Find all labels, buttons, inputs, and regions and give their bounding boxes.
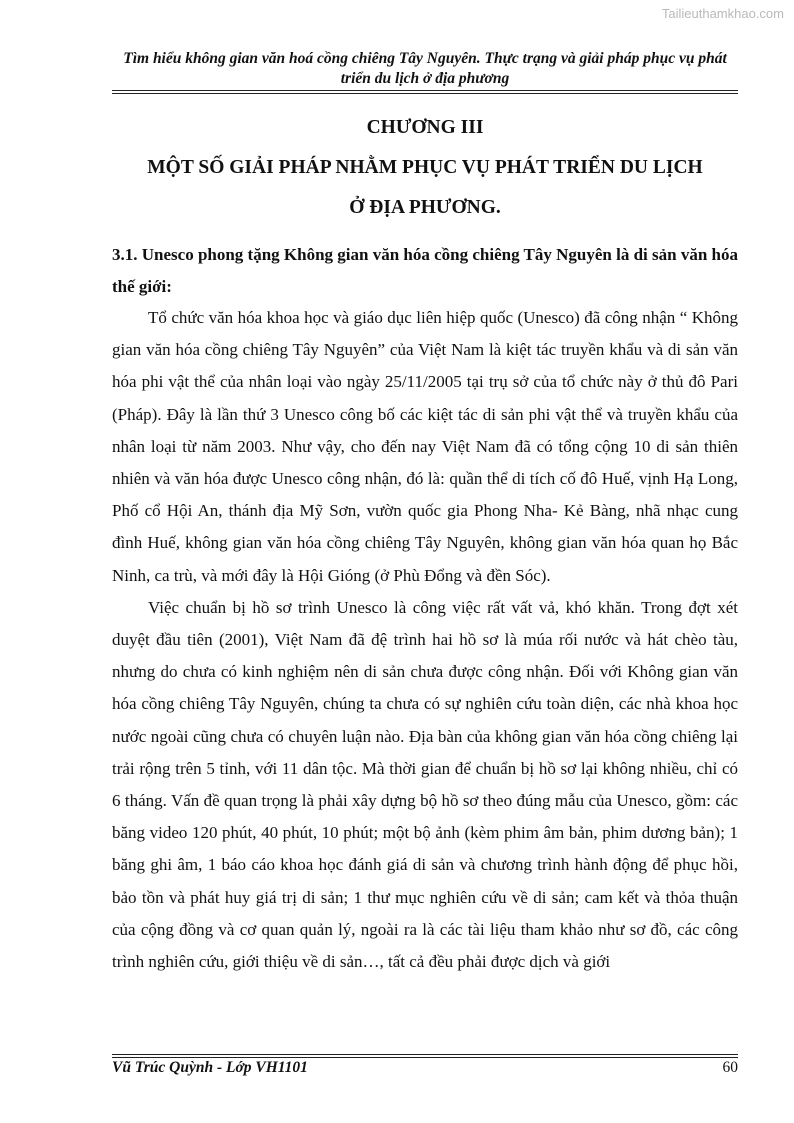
section-heading: 3.1. Unesco phong tặng Không gian văn hóa cồng chiêng Tây Nguyên là di sản văn hóa thế giới: — [112, 245, 739, 296]
running-header: Tìm hiểu không gian văn hoá cồng chiêng Tây Nguyên. Thực trạng và giải pháp phục vụ phát triển du lịch ở địa phương — [123, 50, 727, 87]
chapter-title-line-1: MỘT SỐ GIẢI PHÁP NHẰM PHỤC VỤ PHÁT TRIỂN DU LỊCH — [147, 157, 703, 178]
paragraph: Tổ chức văn hóa khoa học và giáo dục liên hiệp quốc (Unesco) đã công nhận “ Không gian văn hóa cồng chiêng Tây Nguyên” của Việt Nam là kiệt tác truyền khẩu và di sản văn hóa phi vật thể của nhân loại vào ngày 25/11/2005 tại trụ sở của tổ chức này ở thủ đô Pari (Pháp). Đây là lần thứ 3 Unesco công bố các kiệt tác di sản phi vật thể và truyền khẩu của nhân loại từ năm 2003. Như vậy, cho đến nay Việt Nam đã có tổng cộng 10 di sản thiên nhiên và văn hóa được Unesco công nhận, đó là: quần thể di tích cố đô Huế, vịnh Hạ Long, Phố cổ Hội An, thánh địa Mỹ Sơn, vườn quốc gia Phong Nha- Kẻ Bàng, nhã nhạc cung đình Huế, không gian văn hóa cồng chiêng Tây Nguyên, không gian văn hóa quan họ Bắc Ninh, ca trù, và mới đây là Hội Gióng (ở Phù Đổng và đền Sóc). — [112, 308, 738, 585]
paragraph: Việc chuẩn bị hồ sơ trình Unesco là công việc rất vất vả, khó khăn. Trong đợt xét duyệt đầu tiên (2001), Việt Nam đã đệ trình hai hồ sơ là múa rối nước và hát chèo tàu, nhưng do chưa có kinh nghiệm nên di sản chưa được công nhận. Đối với Không gian văn hóa cồng chiêng Tây Nguyên, chúng ta chưa có sự nghiên cứu toàn diện, các nhà khoa học nước ngoài cũng chưa có chuyên luận nào. Địa bàn của không gian văn hóa cồng chiêng lại trải rộng trên 5 tỉnh, với 11 dân tộc. Mà thời gian để chuẩn bị hồ sơ lại không nhiều, chỉ có 6 tháng. Vấn đề quan trọng là phải xây dựng bộ hồ sơ theo đúng mẫu của Unesco, gồm: các băng video 120 phút, 40 phút, 10 phút; một bộ ảnh (kèm phim âm bản, phim dương bản); 1 băng ghi âm, 1 báo cáo khoa học đánh giá di sản và chương trình hành động để phục hồi, bảo tồn và phát huy giá trị di sản; 1 thư mục nghiên cứu về di sản; cam kết và thỏa thuận của cộng đồng và cơ quan quản lý, ngoài ra là các tài liệu tham khảo như sơ đồ, các công trình nghiên cứu, giới thiệu về di sản…, tất cả đều phải được dịch và giới — [112, 597, 738, 972]
body-text — [112, 302, 738, 978]
watermark: Tailieuthamkhao.com — [661, 6, 784, 21]
chapter-heading — [112, 108, 738, 228]
chapter-number: CHƯƠNG III — [366, 117, 484, 138]
chapter-title-line-2: Ở ĐỊA PHƯƠNG. — [349, 197, 501, 218]
footer-divider — [112, 1054, 738, 1058]
footer-author: Vũ Trúc Quỳnh - Lớp VH1101 — [112, 1059, 308, 1076]
header-divider — [112, 90, 738, 94]
page-number: 60 — [722, 1059, 738, 1076]
